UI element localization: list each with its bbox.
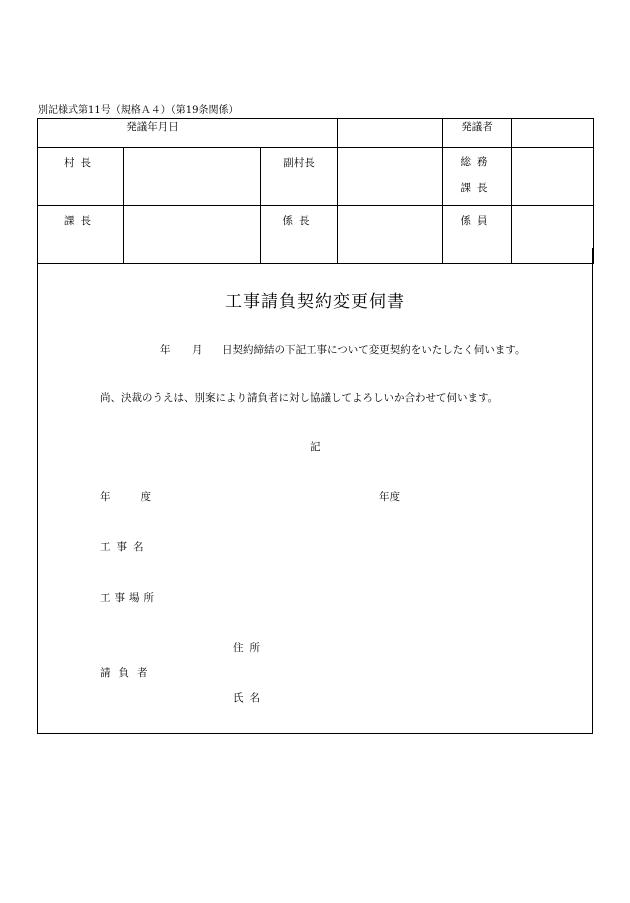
proposal-date-value-cell[interactable] xyxy=(338,119,443,148)
proposer-label: 発議者 xyxy=(461,121,493,133)
fiscal-year-label: 年度 xyxy=(100,491,181,503)
fiscal-year-value: 年度 xyxy=(379,491,400,503)
proposer-label-cell xyxy=(443,119,512,148)
request-text: 尚、決裁のうえは、別案により請負者に対し協議してよろしいか合わせて伺います。 xyxy=(100,392,499,404)
work-site-label: 工事場所 xyxy=(100,592,158,604)
intro-year: 年 xyxy=(160,344,171,356)
village-head-seal[interactable] xyxy=(124,148,261,206)
proposal-date-label: 発議年月日 xyxy=(126,121,179,133)
deputy-head-seal[interactable] xyxy=(338,148,443,206)
deputy-head-label: 副村長 xyxy=(261,148,338,206)
general-affairs-label: 総務 xyxy=(460,156,494,168)
section-chief-label: 課長 xyxy=(38,206,124,264)
proposer-value-cell[interactable] xyxy=(512,119,594,148)
chief-label: 課長 xyxy=(460,182,494,194)
intro-month: 月 xyxy=(192,344,203,356)
proposal-date-label-cell xyxy=(38,119,338,148)
village-head-label: 村長 xyxy=(38,148,124,206)
work-name-label: 工事名 xyxy=(100,541,150,553)
general-affairs-seal[interactable] xyxy=(512,148,594,206)
name-label: 氏名 xyxy=(233,692,266,704)
document-title: 工事請負契約変更伺書 xyxy=(225,292,405,312)
form-number-label: 別記様式第11号（規格Ａ４）（第19条関係） xyxy=(38,105,239,116)
address-label: 住所 xyxy=(233,642,266,654)
note-mark: 記 xyxy=(310,441,321,453)
intro-text: 日契約締結の下記工事について変更契約をいたしたく伺います。 xyxy=(222,344,526,356)
general-affairs-chief-label xyxy=(443,148,512,206)
contractor-label: 請負者 xyxy=(100,667,156,679)
approval-table xyxy=(37,118,594,264)
staff-label: 係員 xyxy=(443,206,512,264)
unit-chief-label: 係長 xyxy=(261,206,338,264)
